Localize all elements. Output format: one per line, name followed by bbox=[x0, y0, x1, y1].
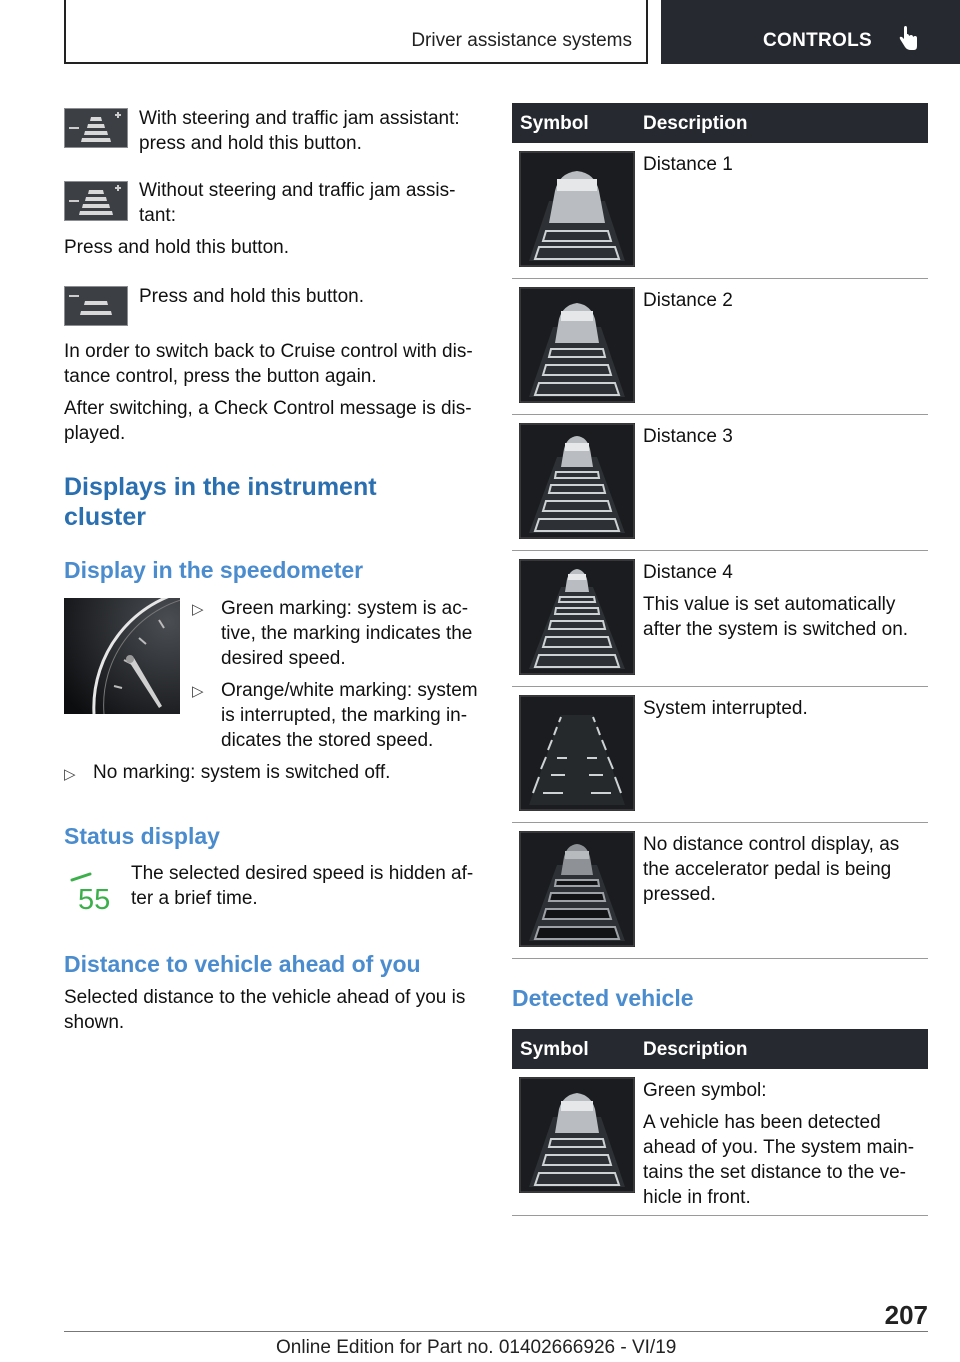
distance-3-description bbox=[643, 424, 923, 449]
col-symbol-header: Symbol bbox=[520, 1039, 589, 1060]
bullet-triangle-icon: ▷ bbox=[192, 601, 204, 618]
distance-1-description bbox=[643, 152, 923, 177]
distance-2-label: Distance 2 bbox=[643, 290, 733, 311]
heading-displays-instrument-cluster: Displays in the instrument cluster bbox=[64, 473, 377, 531]
row-divider bbox=[512, 550, 928, 551]
cruise-button-icon bbox=[64, 286, 128, 326]
no-distance-control-label: No distance control display, as the accelerator pedal is being pressed. bbox=[643, 834, 900, 905]
bullet-triangle-icon: ▷ bbox=[64, 766, 76, 783]
page-number: 207 bbox=[884, 1300, 928, 1330]
detected-vehicle-label: Green symbol: bbox=[643, 1080, 767, 1101]
header-chapter-title: CONTROLS bbox=[763, 30, 873, 51]
row-divider bbox=[512, 414, 928, 415]
table-header bbox=[512, 103, 928, 143]
footer-edition: Online Edition for Part no. 01402666926 - VI/19 bbox=[276, 1337, 677, 1358]
bullet-green-marking: Green marking: system is ac-tive, the marking indicates the desired speed. bbox=[221, 598, 473, 669]
footer-divider bbox=[64, 1331, 928, 1332]
col-description-header: Description bbox=[643, 113, 748, 134]
detected-vehicle-symbol bbox=[519, 1077, 635, 1193]
status-speed-icon bbox=[70, 868, 120, 918]
distance-4-symbol bbox=[519, 559, 635, 675]
bullet-no-marking: No marking: system is switched off. bbox=[93, 762, 391, 783]
distance-button-icon bbox=[64, 181, 128, 221]
distance-1-symbol bbox=[519, 151, 635, 267]
no-distance-control-description bbox=[643, 832, 923, 907]
system-interrupted-description bbox=[643, 696, 923, 721]
distance-4-label: Distance 4 bbox=[643, 562, 733, 583]
no-steering-assistant-instruction: Without steering and traffic jam assis-tant: bbox=[139, 180, 456, 226]
distance-2-symbol bbox=[519, 287, 635, 403]
distance-1-label: Distance 1 bbox=[643, 154, 733, 175]
press-hold-instruction: Press and hold this button. bbox=[64, 237, 289, 258]
traffic-jam-assistant-button-icon bbox=[64, 108, 128, 148]
row-divider bbox=[512, 822, 928, 823]
row-divider bbox=[512, 1215, 928, 1216]
heading-display-speedometer: Display in the speedometer bbox=[64, 557, 364, 583]
no-distance-control-symbol bbox=[519, 831, 635, 947]
row-divider bbox=[512, 278, 928, 279]
system-interrupted-symbol bbox=[519, 695, 635, 811]
header-section-box bbox=[64, 0, 648, 64]
row-divider bbox=[512, 686, 928, 687]
heading-detected-vehicle: Detected vehicle bbox=[512, 985, 694, 1011]
heading-status-display: Status display bbox=[64, 823, 220, 849]
detected-vehicle-note: A vehicle has been detected ahead of you. The system main-tains the set distance to the ve-hicle in front. bbox=[643, 1112, 915, 1208]
system-interrupted-label: System interrupted. bbox=[643, 698, 808, 719]
press-hold-instruction-2: Press and hold this button. bbox=[139, 286, 364, 307]
distance-text: Selected distance to the vehicle ahead of you is shown. bbox=[64, 987, 466, 1033]
distance-4-note: This value is set automatically after the system is switched on. bbox=[643, 594, 909, 640]
row-divider bbox=[512, 958, 928, 959]
col-symbol-header: Symbol bbox=[520, 113, 589, 134]
check-control-paragraph: After switching, a Check Control message is dis-played. bbox=[64, 398, 472, 444]
distance-3-label: Distance 3 bbox=[643, 426, 733, 447]
pointing-hand-icon bbox=[897, 26, 919, 52]
detected-vehicle-description bbox=[643, 1078, 923, 1210]
steering-assistant-instruction: With steering and traffic jam assistant: press and hold this button. bbox=[139, 108, 460, 154]
detected-table-header bbox=[512, 1029, 928, 1069]
speedometer-image bbox=[64, 598, 180, 714]
status-speed-value: 55 bbox=[78, 884, 111, 916]
header-section-title: Driver assistance systems bbox=[411, 30, 632, 51]
distance-4-description bbox=[643, 560, 923, 642]
distance-2-description bbox=[643, 288, 923, 313]
switch-back-paragraph: In order to switch back to Cruise control with dis-tance control, press the button again. bbox=[64, 341, 473, 387]
heading-distance-vehicle: Distance to vehicle ahead of you bbox=[64, 951, 421, 977]
status-display-text: The selected desired speed is hidden af-ter a brief time. bbox=[131, 863, 474, 909]
header-chapter-box bbox=[661, 0, 960, 64]
distance-3-symbol bbox=[519, 423, 635, 539]
bullet-orange-marking: Orange/white marking: system is interrupted, the marking in-dicates the stored speed. bbox=[221, 680, 478, 751]
col-description-header: Description bbox=[643, 1039, 748, 1060]
bullet-triangle-icon: ▷ bbox=[192, 683, 204, 700]
